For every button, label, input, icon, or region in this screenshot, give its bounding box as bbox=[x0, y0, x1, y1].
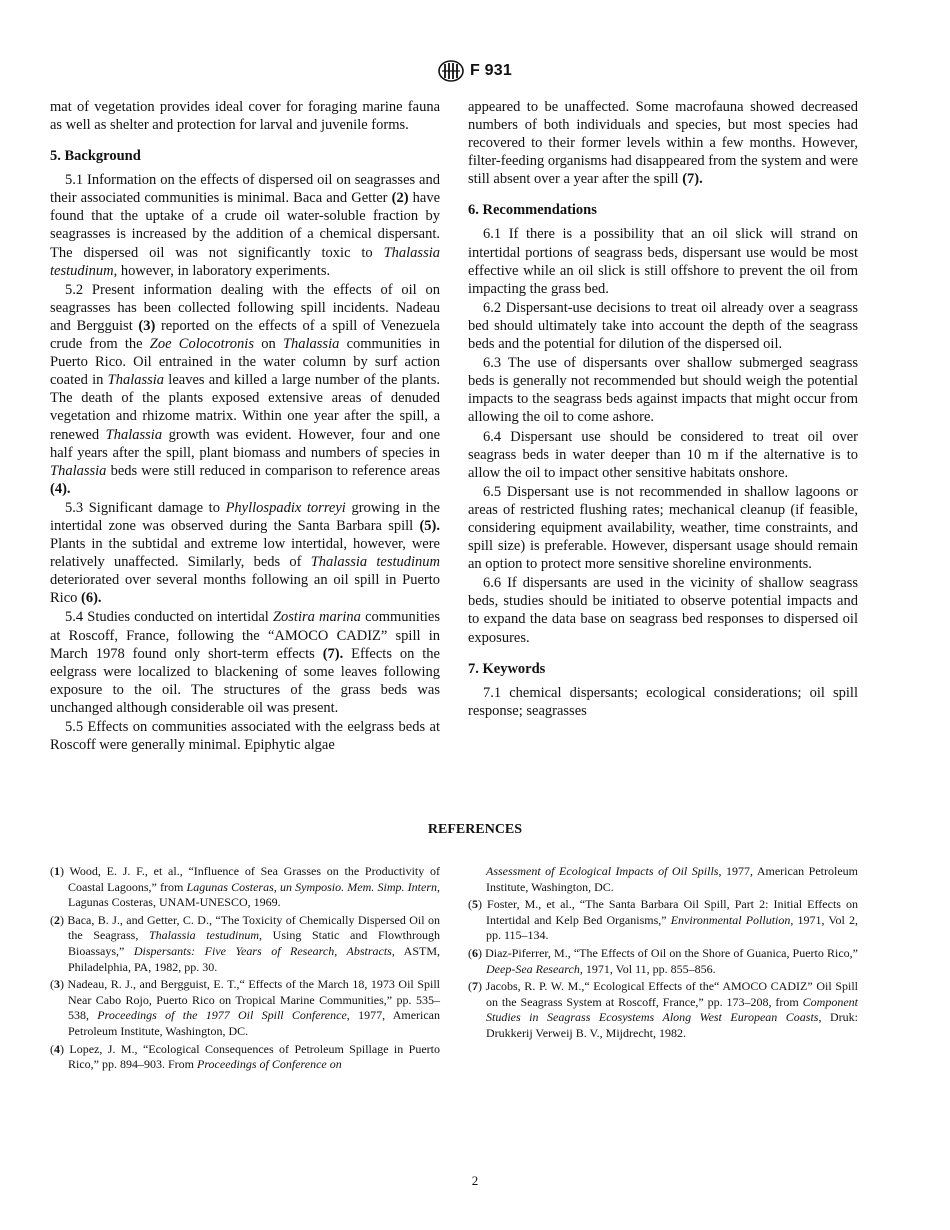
intro-continuation: mat of vegetation provides ideal cover for foraging marine fauna as well as shelter and protection for larval and juvenile forms. bbox=[50, 99, 440, 134]
reference-item: (5) Foster, M., et al., “The Santa Barbara Oil Spill, Part 2: Initial Effects on Intertidal and Kelp Bed Organisms,” Environmental Pollution, 1971, Vol 2, pp. 115–134. bbox=[468, 897, 858, 943]
reference-item: (7) Jacobs, R. P. W. M.,“ Ecological Effects of the“ AMOCO CADIZ” Oil Spill on the Seagrass System at Roscoff, France,” pp. 173–208, from Component Studies in Seagrass Ecosystems Along West European Coasts, Druk: Drukkerij Verweij B. V., Mijdrecht, 1982. bbox=[468, 979, 858, 1040]
reference-item: (1) Wood, E. J. F., et al., “Influence of Sea Grasses on the Productivity of Coastal Lagoons,” from Lagunas Costeras, un Symposio. Mem. Simp. Intern, Lagunas Costeras, UNAM-UNESCO, 1969. bbox=[50, 864, 440, 910]
section-heading-background: 5. Background bbox=[50, 148, 141, 165]
references-left-column bbox=[50, 864, 440, 1075]
paragraph-5-2: 5.2 Present information dealing with the effects of oil on seagrasses has been collected following spill incidents. Nadeau and Bergguist (3) reported on the effects of a spill of Venezuela crude from the Zoe Colocotronis on Thalassia communities in Puerto Rico. Oil entrained in the water column by surf action coated in Thalassia leaves and killed a large number of the plants. The death of the plants exposed extensive areas of denuded vegetation and rhizome matrix. Within one year after the spill, a renewed Thalassia growth was evident. However, four and one half years after the spill, plant biomass and numbers of species in Thalassia beds were still reduced in comparison to reference areas (4). bbox=[50, 281, 441, 497]
references-title: REFERENCES bbox=[427, 822, 523, 837]
paragraph-5-5-continuation: appeared to be unaffected. Some macrofauna showed decreased numbers of both individuals and species, but most species had recovered to their former levels within a few months. However, filter-feeding organisms had disappeared from the system and were still absent over a year after the spill (7). bbox=[468, 99, 859, 188]
section-heading-recommendations: 6. Recommendations bbox=[468, 202, 597, 219]
paragraph-6-1: 6.1 If there is a possibility that an oil slick will strand on intertidal portions of seagrass beds, dispersant use would be most effective while an oil slick is still offshore to prevent the oil from impacting the grass bed. bbox=[468, 226, 858, 297]
reference-item: (2) Baca, B. J., and Getter, C. D., “The Toxicity of Chemically Dispersed Oil on the Seagrass, Thalassia testudinum, Using Static and Flowthrough Bioassays,” Dispersants: Five Years of Research, Abstracts, ASTM, Philadelphia, PA, 1982, pp. 30. bbox=[50, 912, 441, 974]
page-header bbox=[0, 60, 950, 82]
reference-item-continuation: Assessment of Ecological Impacts of Oil Spills, 1977, American Petroleum Institute, Washington, DC. bbox=[486, 864, 858, 894]
paragraph-6-4: 6.4 Dispersant use should be considered to treat oil over seagrass beds in water deeper than 10 m if the alternative is to allow the oil to impact other sensitive habitats onshore. bbox=[468, 428, 858, 481]
page-number: 2 bbox=[471, 1173, 479, 1188]
astm-logo-icon bbox=[438, 60, 464, 82]
paragraph-6-5: 6.5 Dispersant use is not recommended in shallow lagoons or areas of restricted flushing rates; mechanical cleanup (if feasible, considering equipment availability, weather, time constraints, and spill size) is preferable. However, dispersant usage should remain an option to protect more sensitive shoreline environments. bbox=[468, 483, 858, 573]
paragraph-5-4: 5.4 Studies conducted on intertidal Zostira marina communities at Roscoff, France, following the “AMOCO CADIZ” spill in March 1978 found only short-term effects (7). Effects on the eelgrass were localized to blackening of some leaves following exposure to the oil. The structures of the grass beds was unchanged although considerable oil was present. bbox=[50, 609, 440, 716]
standard-designation: F 931 bbox=[470, 62, 512, 79]
paragraph-6-2: 6.2 Dispersant-use decisions to treat oil already over a seagrass bed should ultimately take into account the depth of the seagrass beds and the potential for dilution of the dispersed oil. bbox=[468, 299, 858, 353]
paragraph-5-1: 5.1 Information on the effects of dispersed oil on seagrasses and their associated communities is minimal. Baca and Getter (2) have found that the uptake of a crude oil water-soluble fraction by seagrasses is increased by the addition of a chemical dispersant. The dispersed oil was not significantly toxic to Thalassia testudinum, however, in laboratory experiments. bbox=[50, 172, 440, 279]
section-heading-keywords: 7. Keywords bbox=[468, 660, 546, 677]
paragraph-5-3: 5.3 Significant damage to Phyllospadix torreyi growing in the intertidal zone was observed during the Santa Barbara spill (5). Plants in the subtidal and extreme low intertidal, however, were relatively unaffected. Similarly, beds of Thalassia testudinum deteriorated over several months following an oil spill in Puerto Rico (6). bbox=[50, 499, 441, 607]
paragraph-7-1: 7.1 chemical dispersants; ecological considerations; oil spill response; seagrasses bbox=[468, 684, 858, 719]
reference-item: (4) Lopez, J. M., “Ecological Consequences of Petroleum Spillage in Puerto Rico,” pp. 894–903. From Proceedings of Conference on bbox=[50, 1041, 440, 1072]
paragraph-6-3: 6.3 The use of dispersants over shallow submerged seagrass beds is generally not recommended but should weigh the potential impacts to the seagrass beds against impacts that might occur from allowing the oil to come ashore. bbox=[468, 355, 858, 426]
left-column bbox=[50, 98, 440, 754]
reference-item: (3) Nadeau, R. J., and Bergguist, E. T.,“ Effects of the March 18, 1973 Oil Spill Near Cabo Rojo, Puerto Rico on Tropical Marine Communities,” pp. 535–538, Proceedings of the 1977 Oil Spill Conference, 1977, American Petroleum Institute, Washington, DC. bbox=[50, 977, 441, 1038]
right-column bbox=[468, 98, 858, 720]
paragraph-5-5: 5.5 Effects on communities associated with the eelgrass beds at Roscoff were generally minimal. Epiphytic algae bbox=[50, 719, 440, 754]
paragraph-6-6: 6.6 If dispersants are used in the vicinity of shallow seagrass beds, studies should be initiated to observe potential impacts and to expand the data base on seagrass bed responses to dispersed oil exposures. bbox=[468, 575, 858, 646]
references-right-column bbox=[468, 864, 858, 1044]
reference-item: (6) Diaz-Piferrer, M., “The Effects of Oil on the Shore of Guanica, Puerto Rico,” Deep-Sea Research, 1971, Vol 11, pp. 855–856. bbox=[468, 945, 858, 976]
